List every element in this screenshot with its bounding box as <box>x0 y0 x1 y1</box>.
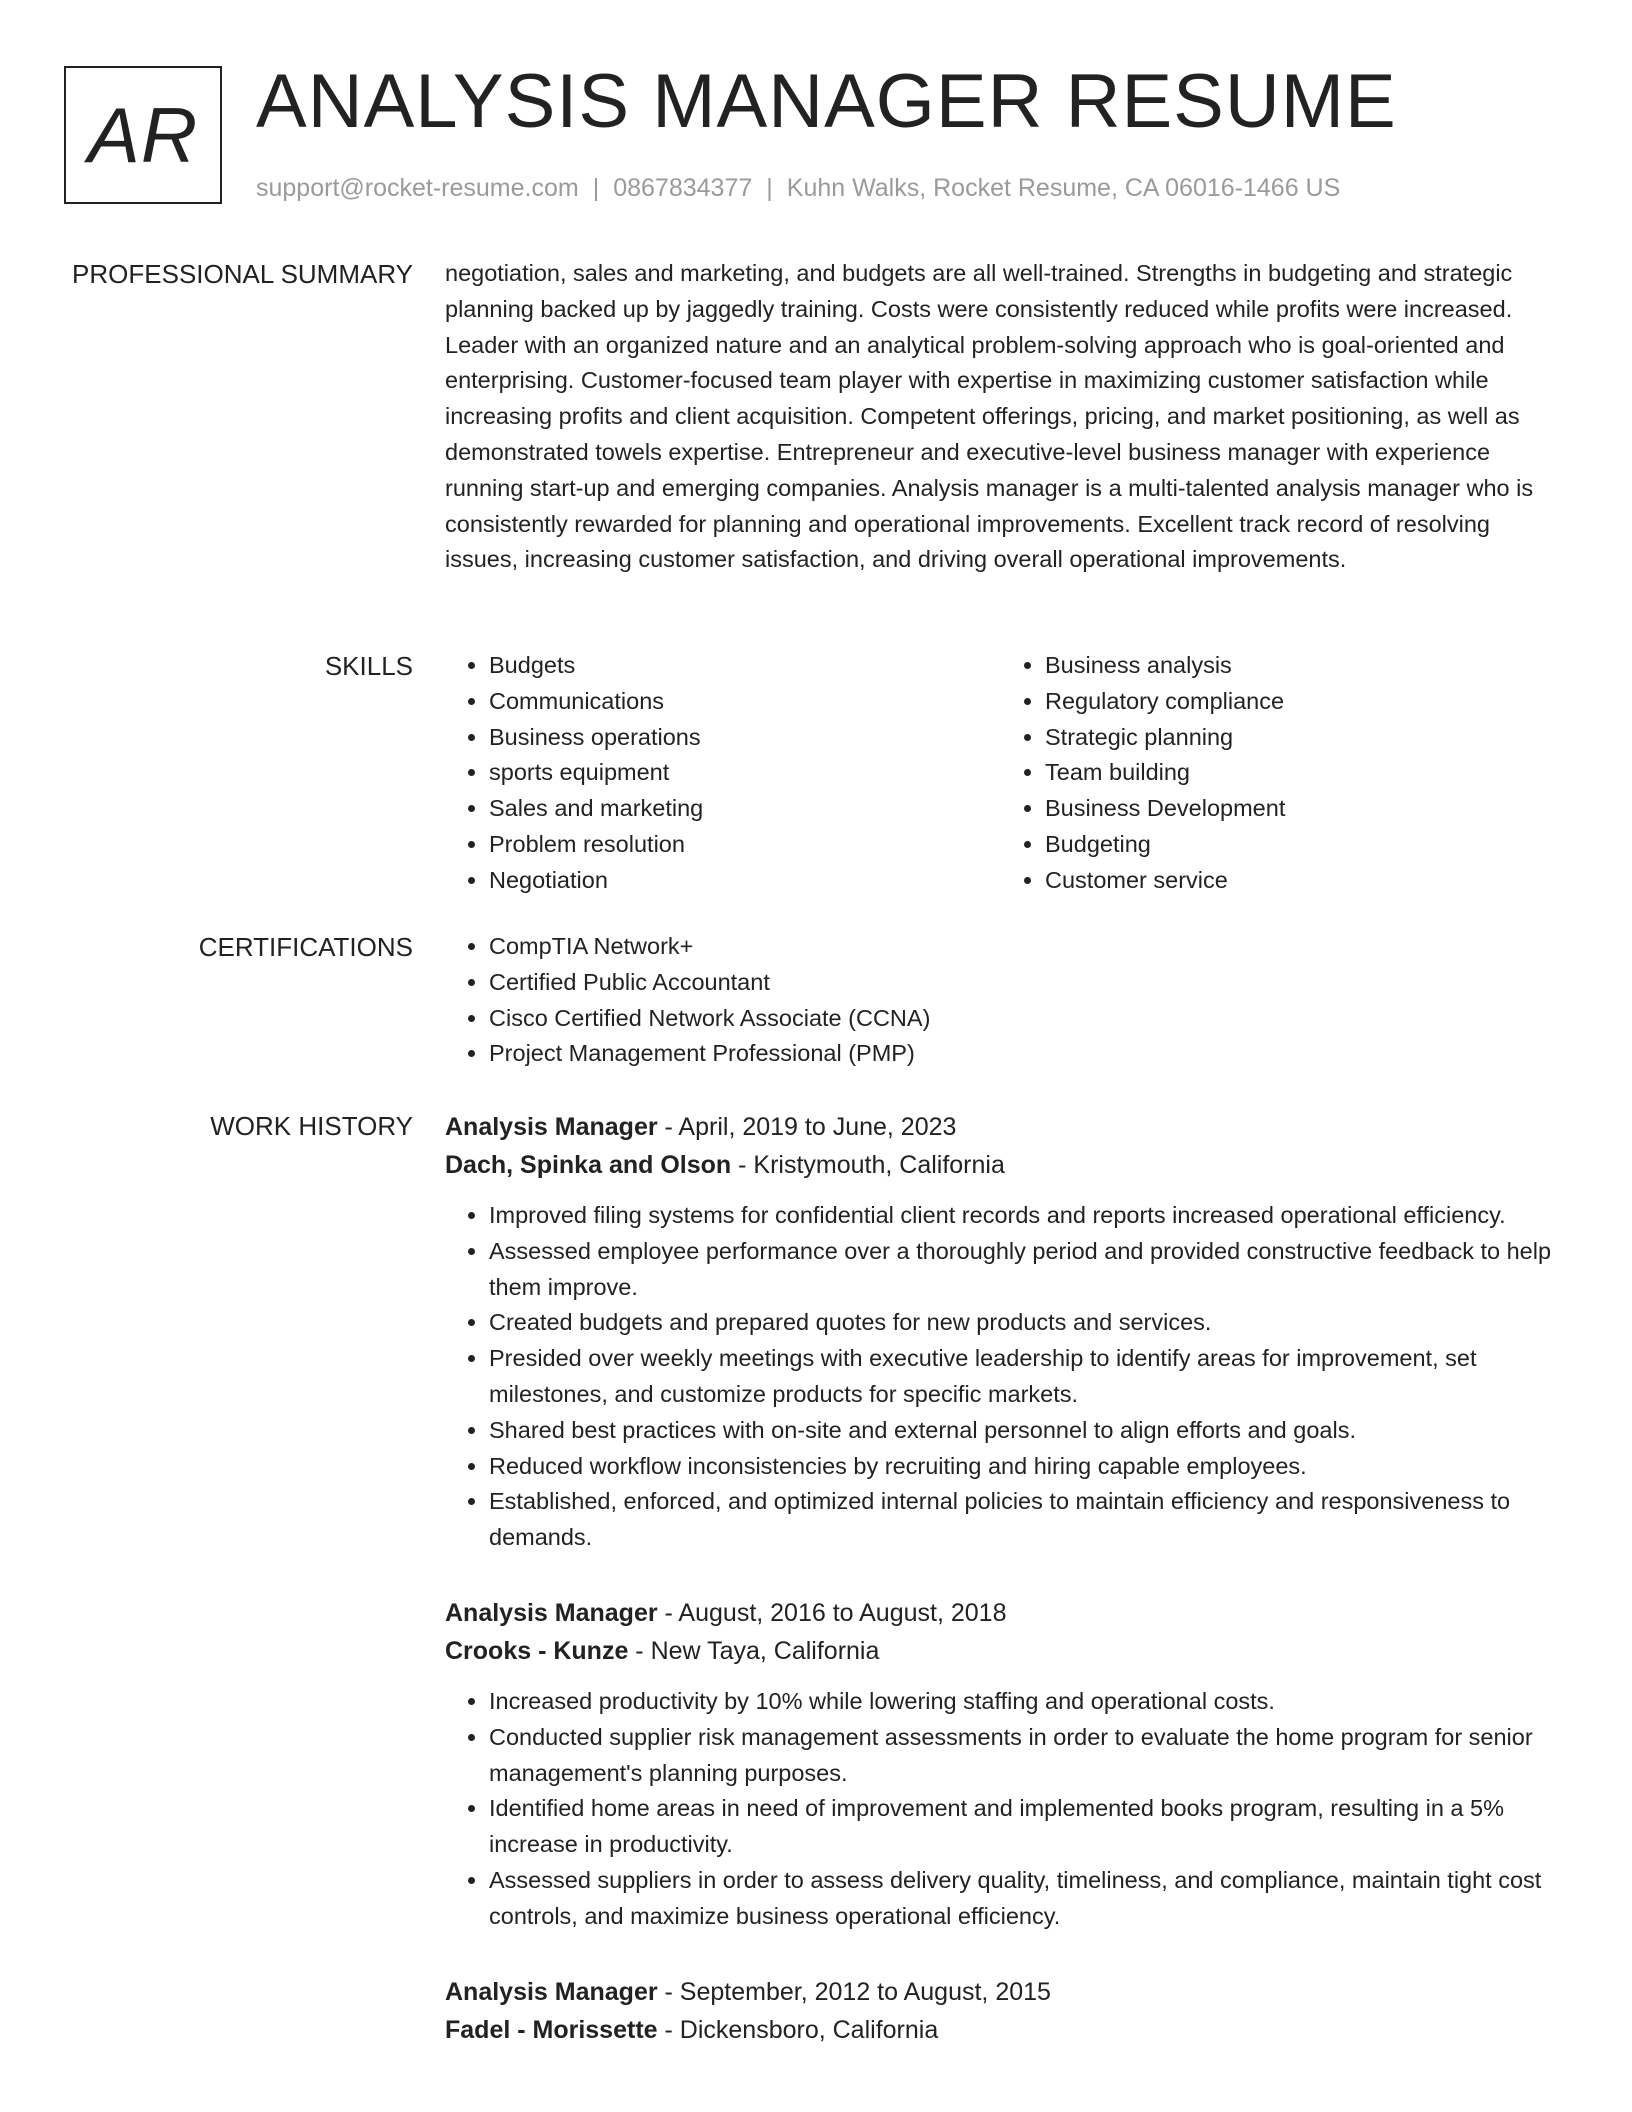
skill-item: • Budgeting <box>1045 827 1557 863</box>
job-bullet: • Identified home areas in need of improvement and implemented books program, resulting in a 5% increase in productivity. <box>489 1791 1557 1863</box>
skill-item: • Team building <box>1045 755 1557 791</box>
skill-item: • Business Development <box>1045 791 1557 827</box>
job-location: - Kristymouth, California <box>731 1151 1005 1179</box>
job-entry <box>445 1108 1557 1556</box>
job-bullet: • Established, enforced, and optimized internal policies to maintain efficiency and responsiveness to demands. <box>489 1484 1557 1556</box>
skills-list-right <box>1001 648 1557 899</box>
skills-list-left <box>445 648 1001 899</box>
section-label-certifications: CERTIFICATIONS <box>198 932 413 962</box>
contact-separator: | <box>592 174 600 202</box>
skill-item: • Business analysis <box>1045 648 1557 684</box>
job-title-line <box>445 1973 1557 2011</box>
summary-body <box>445 256 1557 578</box>
contact-phone: 0867834377 <box>613 174 753 202</box>
job-title: Analysis Manager <box>445 1977 658 2006</box>
section-label-skills: SKILLS <box>324 651 413 681</box>
job-dates: - April, 2019 to June, 2023 <box>657 1113 957 1141</box>
resume-header <box>64 59 1592 214</box>
certification-item: • Certified Public Accountant <box>489 965 1557 1001</box>
job-company: Dach, Spinka and Olson <box>445 1151 732 1179</box>
certification-item: • Cisco Certified Network Associate (CCNA) <box>489 1001 1557 1037</box>
skill-item: • Sales and marketing <box>489 791 1001 827</box>
job-title-line <box>445 1594 1557 1632</box>
job-location: - New Taya, California <box>628 1636 880 1665</box>
skill-item: • Budgets <box>489 648 1001 684</box>
job-company-line <box>445 1146 1557 1184</box>
page-title: ANALYSIS MANAGER RESUME <box>256 59 1397 144</box>
skill-item: • Strategic planning <box>1045 720 1557 756</box>
job-bullet: • Assessed suppliers in order to assess delivery quality, timeliness, and compliance, maintain tight cost controls, and maximize business operational efficiency. <box>489 1863 1557 1935</box>
job-bullet: • Presided over weekly meetings with executive leadership to identify areas for improvement, set milestones, and customize products for specific markets. <box>489 1341 1557 1413</box>
skill-item: • sports equipment <box>489 755 1001 791</box>
summary-text: negotiation, sales and marketing, and budgets are all well-trained. Strengths in budgeting and strategic planning backed up by jaggedly training. Costs were consistently reduced while profits were increased. Leader with an organized nature and an analytical problem-solving approach who is goal-oriented and enterprising. Customer-focused team player with expertise in maximizing customer satisfaction while increasing profits and client acquisition. Competent offerings, pricing, and market positioning, as well as demonstrated towels expertise. Entrepreneur and executive-level business manager with experience running start-up and emerging companies. Analysis manager is a multi-talented analysis manager who is consistently rewarded for planning and operational improvements. Excellent track record of resolving issues, increasing customer satisfaction, and driving overall operational improvements. <box>445 260 1534 573</box>
job-entry <box>445 1973 1557 2049</box>
certification-item: • CompTIA Network+ <box>489 929 1557 965</box>
job-location: - Dickensboro, California <box>657 2015 939 2044</box>
certifications-body <box>445 929 1557 1072</box>
job-company-line <box>445 1632 1557 1670</box>
job-company: Crooks - Kunze <box>445 1636 629 1665</box>
contact-email: support@rocket-resume.com <box>256 174 579 202</box>
skill-item: • Communications <box>489 684 1001 720</box>
job-bullet-list <box>445 1684 1557 1935</box>
contact-address: Kuhn Walks, Rocket Resume, CA 06016-1466 US <box>786 174 1341 202</box>
skills-body <box>445 648 1557 899</box>
job-bullet: • Created budgets and prepared quotes for new products and services. <box>489 1305 1557 1341</box>
job-bullet: • Improved filing systems for confidential client records and reports increased operational efficiency. <box>489 1198 1557 1234</box>
job-title-line <box>445 1108 1557 1146</box>
contact-separator: | <box>766 174 773 202</box>
skill-item: • Customer service <box>1045 863 1557 899</box>
job-dates: - September, 2012 to August, 2015 <box>657 1977 1051 2006</box>
job-bullet: • Conducted supplier risk management assessments in order to evaluate the home program for senior management's planning purposes. <box>489 1720 1557 1792</box>
job-bullet: • Increased productivity by 10% while lowering staffing and operational costs. <box>489 1684 1557 1720</box>
job-entry <box>445 1594 1557 1935</box>
job-company: Fadel - Morissette <box>445 2015 658 2044</box>
job-title: Analysis Manager <box>445 1598 658 1627</box>
skill-item: • Regulatory compliance <box>1045 684 1557 720</box>
work-body <box>445 1108 1557 2087</box>
job-bullet: • Shared best practices with on-site and external personnel to align efforts and goals. <box>489 1413 1557 1449</box>
job-dates: - August, 2016 to August, 2018 <box>657 1598 1007 1627</box>
skill-item: • Negotiation <box>489 863 1001 899</box>
skill-item: • Problem resolution <box>489 827 1001 863</box>
job-bullet: • Reduced workflow inconsistencies by recruiting and hiring capable employees. <box>489 1449 1557 1485</box>
monogram-logo: AR <box>64 66 222 204</box>
certification-item: • Project Management Professional (PMP) <box>489 1036 1557 1072</box>
job-bullet: • Assessed employee performance over a thoroughly period and provided constructive feedback to help them improve. <box>489 1234 1557 1306</box>
job-title: Analysis Manager <box>445 1113 658 1141</box>
job-bullet-list <box>445 1198 1557 1556</box>
skill-item: • Business operations <box>489 720 1001 756</box>
certifications-list <box>445 929 1557 1072</box>
section-label-summary: PROFESSIONAL SUMMARY <box>72 259 413 289</box>
job-company-line <box>445 2011 1557 2049</box>
contact-line <box>256 174 1340 203</box>
section-label-work: WORK HISTORY <box>210 1111 413 1141</box>
